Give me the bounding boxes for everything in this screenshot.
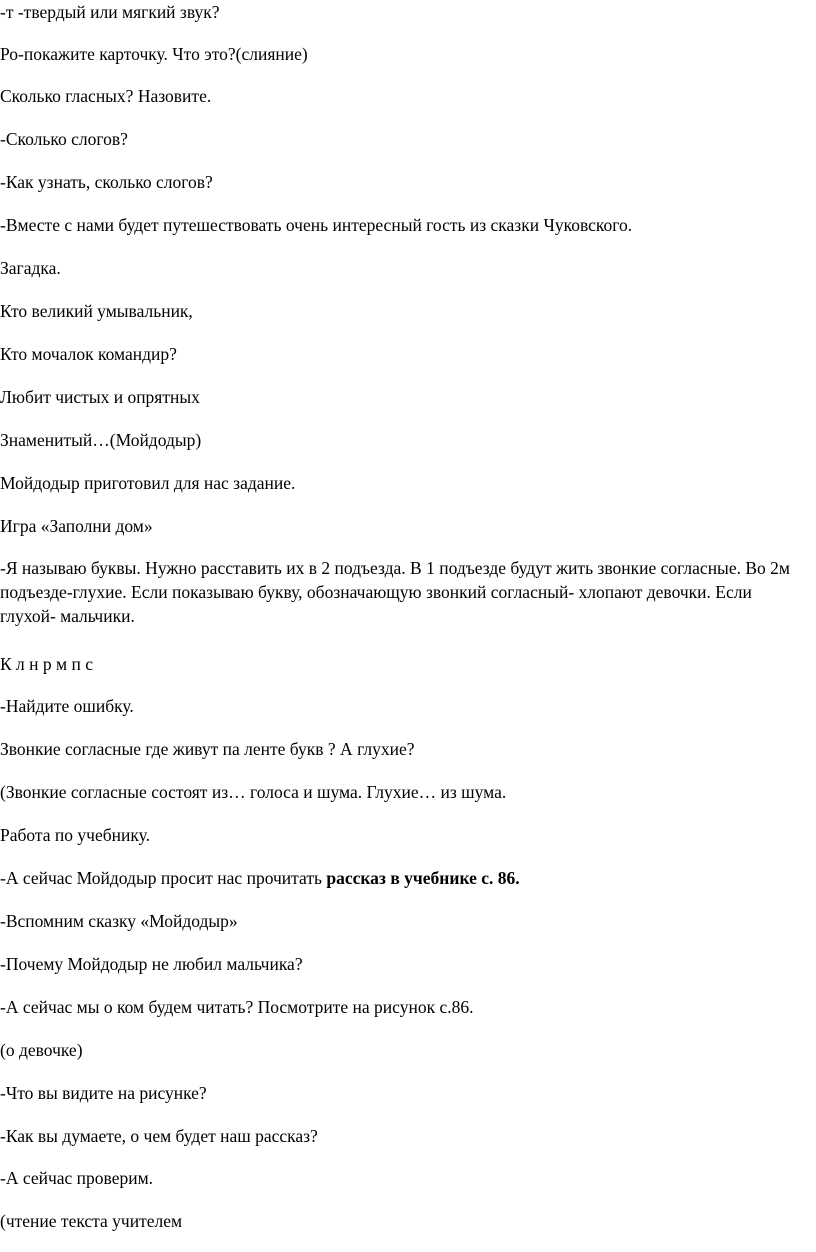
text-line: Ро-покажите карточку. Что это?(слияние)	[0, 44, 308, 64]
text-line: К л н р м п с	[0, 654, 93, 674]
text-line: Кто великий умывальник,	[0, 301, 193, 321]
text-line: -Почему Мойдодыр не любил мальчика?	[0, 954, 303, 974]
text-line: (о девочке)	[0, 1040, 83, 1060]
text-line: -Вместе с нами будет путешествовать очень интересный гость из сказки Чуковского.	[0, 215, 633, 235]
text-line: Игра «Заполни дом»	[0, 516, 153, 536]
text-line: Знаменитый…(Мойдодыр)	[0, 430, 202, 450]
text-line: Сколько гласных? Назовите.	[0, 86, 212, 106]
text-fragment: -А сейчас Мойдодыр просит нас прочитать	[0, 868, 327, 888]
text-line: -Найдите ошибку.	[0, 696, 134, 716]
text-line: Кто мочалок командир?	[0, 344, 177, 364]
text-line: Любит чистых и опрятных	[0, 387, 200, 407]
text-line: -Вспомним сказку «Мойдодыр»	[0, 911, 238, 931]
text-line: Звонкие согласные где живут па ленте букв ? А глухие?	[0, 739, 415, 759]
text-line: Работа по учебнику.	[0, 825, 150, 845]
text-line: -Что вы видите на рисунке?	[0, 1083, 207, 1103]
text-line: -Как вы думаете, о чем будет наш рассказ?	[0, 1126, 318, 1146]
bold-text-fragment: рассказ в учебнике с. 86.	[326, 868, 520, 888]
text-line: -А сейчас мы о ком будем читать? Посмотрите на рисунок с.86.	[0, 997, 474, 1017]
text-line: -т -твердый или мягкий звук?	[0, 2, 220, 22]
text-line-with-bold	[0, 866, 792, 890]
text-line: Мойдодыр приготовил для нас задание.	[0, 473, 296, 493]
text-paragraph: -Я называю буквы. Нужно расставить их в 2 подъезда. В 1 подъезде будут жить звонкие согласные. Во 2м подъезде-глухие. Если показываю букву, обозначающую звонкий согласный- хлопают девочки. Если глухой- мальчики.	[0, 558, 790, 626]
text-line: (чтение текста учителем	[0, 1211, 183, 1231]
text-line: (Звонкие согласные состоят из… голоса и шума. Глухие… из шума.	[0, 782, 507, 802]
text-line: Загадка.	[0, 258, 61, 278]
text-line: -Сколько слогов?	[0, 129, 128, 149]
text-line: -Как узнать, сколько слогов?	[0, 172, 213, 192]
text-line: -А сейчас проверим.	[0, 1168, 154, 1188]
